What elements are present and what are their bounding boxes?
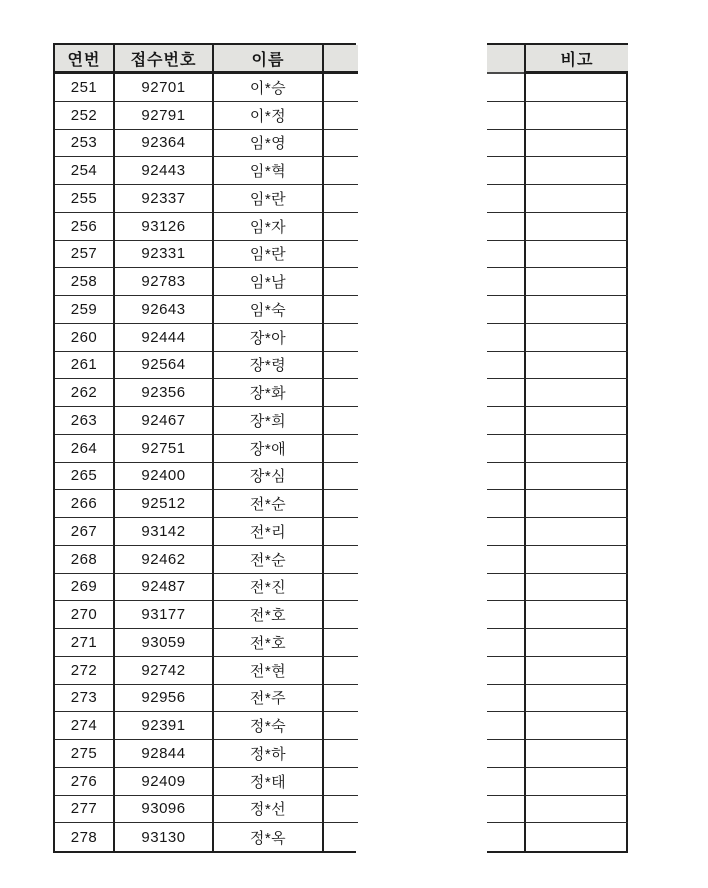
note-cell [524, 601, 628, 629]
hidden-column-cell-right [487, 213, 524, 241]
hidden-column-cell [324, 213, 358, 241]
hidden-column-cell-right [487, 435, 524, 463]
table-row [487, 130, 626, 158]
serial-cell: 256 [55, 213, 115, 241]
table-row [55, 157, 356, 185]
table-row [55, 546, 356, 574]
name-cell: 이*승 [214, 74, 324, 102]
serial-cell: 261 [55, 352, 115, 380]
table-row [55, 740, 356, 768]
name-cell: 전*호 [214, 629, 324, 657]
table-row [55, 130, 356, 158]
hidden-column-cell-right [487, 546, 524, 574]
table-row [55, 712, 356, 740]
note-cell [524, 407, 628, 435]
table-row [487, 74, 626, 102]
name-cell: 정*태 [214, 768, 324, 796]
table-row [487, 463, 626, 491]
roster-table-left [53, 43, 356, 853]
note-cell [524, 657, 628, 685]
table-row [55, 463, 356, 491]
receipt-number-cell: 92462 [115, 546, 214, 574]
hidden-column-cell [324, 407, 358, 435]
note-cell [524, 324, 628, 352]
table-row [487, 185, 626, 213]
hidden-column-cell-right [487, 463, 524, 491]
serial-cell: 253 [55, 130, 115, 158]
hidden-column-cell [324, 379, 358, 407]
hidden-column-cell [324, 601, 358, 629]
serial-cell: 276 [55, 768, 115, 796]
receipt-number-cell: 92443 [115, 157, 214, 185]
table-row [487, 768, 626, 796]
name-cell: 정*숙 [214, 712, 324, 740]
hidden-column-cell-right [487, 407, 524, 435]
receipt-number-cell: 92337 [115, 185, 214, 213]
hidden-column-cell [324, 74, 358, 102]
table-row [487, 213, 626, 241]
hidden-column-cell [324, 130, 358, 158]
hidden-column-cell-right [487, 379, 524, 407]
note-cell [524, 102, 628, 130]
table-row [487, 324, 626, 352]
name-cell: 이*정 [214, 102, 324, 130]
hidden-column-cell-right [487, 823, 524, 851]
table-row [55, 407, 356, 435]
receipt-number-cell: 92391 [115, 712, 214, 740]
table-row [55, 213, 356, 241]
note-cell [524, 185, 628, 213]
hidden-column-cell-right [487, 685, 524, 713]
hidden-column-cell [324, 435, 358, 463]
serial-cell: 278 [55, 823, 115, 851]
header-name: 이름 [214, 45, 324, 74]
note-cell [524, 241, 628, 269]
name-cell: 임*혁 [214, 157, 324, 185]
serial-cell: 270 [55, 601, 115, 629]
hidden-column-cell [324, 157, 358, 185]
hidden-column-cell-right [487, 157, 524, 185]
hidden-column-cell [324, 268, 358, 296]
name-cell: 전*순 [214, 546, 324, 574]
table-row [487, 490, 626, 518]
hidden-column-cell [324, 796, 358, 824]
receipt-number-cell: 93126 [115, 213, 214, 241]
hidden-column-cell [324, 490, 358, 518]
serial-cell: 258 [55, 268, 115, 296]
header-receipt-number: 접수번호 [115, 45, 214, 74]
receipt-number-cell: 92791 [115, 102, 214, 130]
receipt-number-cell: 93142 [115, 518, 214, 546]
table-row [55, 74, 356, 102]
name-cell: 임*란 [214, 185, 324, 213]
note-cell [524, 435, 628, 463]
table-row [487, 157, 626, 185]
table-row [55, 490, 356, 518]
receipt-number-cell: 93130 [115, 823, 214, 851]
hidden-column-cell-right [487, 130, 524, 158]
receipt-number-cell: 92742 [115, 657, 214, 685]
table-row [55, 518, 356, 546]
hidden-column-cell [324, 463, 358, 491]
table-row [55, 241, 356, 269]
table-row [55, 629, 356, 657]
serial-cell: 265 [55, 463, 115, 491]
serial-cell: 275 [55, 740, 115, 768]
hidden-column-cell-right [487, 241, 524, 269]
table-row [487, 712, 626, 740]
table-header-row-right [487, 45, 626, 74]
hidden-column-cell-right [487, 657, 524, 685]
serial-cell: 260 [55, 324, 115, 352]
serial-cell: 277 [55, 796, 115, 824]
header-note: 비고 [524, 45, 628, 74]
hidden-column-cell [324, 241, 358, 269]
receipt-number-cell: 92409 [115, 768, 214, 796]
note-cell [524, 629, 628, 657]
note-cell [524, 352, 628, 380]
receipt-number-cell: 92400 [115, 463, 214, 491]
serial-cell: 252 [55, 102, 115, 130]
hidden-column-cell [324, 712, 358, 740]
hidden-column-cell [324, 296, 358, 324]
name-cell: 정*선 [214, 796, 324, 824]
serial-cell: 262 [55, 379, 115, 407]
table-row [55, 296, 356, 324]
header-hidden-column [324, 45, 358, 74]
name-cell: 정*하 [214, 740, 324, 768]
note-cell [524, 685, 628, 713]
receipt-number-cell: 92331 [115, 241, 214, 269]
note-cell [524, 712, 628, 740]
serial-cell: 274 [55, 712, 115, 740]
name-cell: 임*란 [214, 241, 324, 269]
hidden-column-cell [324, 823, 358, 851]
hidden-column-cell-right [487, 102, 524, 130]
hidden-column-cell [324, 352, 358, 380]
table-row [487, 629, 626, 657]
name-cell: 장*심 [214, 463, 324, 491]
note-cell [524, 296, 628, 324]
note-cell [524, 463, 628, 491]
name-cell: 장*희 [214, 407, 324, 435]
note-cell [524, 768, 628, 796]
table-row [55, 685, 356, 713]
serial-cell: 254 [55, 157, 115, 185]
serial-cell: 271 [55, 629, 115, 657]
table-row [487, 796, 626, 824]
table-row [55, 601, 356, 629]
hidden-column-cell [324, 629, 358, 657]
hidden-column-cell [324, 768, 358, 796]
name-cell: 전*진 [214, 574, 324, 602]
note-cell [524, 796, 628, 824]
note-cell [524, 740, 628, 768]
hidden-column-cell-right [487, 601, 524, 629]
table-row [487, 102, 626, 130]
note-cell [524, 518, 628, 546]
table-row [55, 657, 356, 685]
receipt-number-cell: 92783 [115, 268, 214, 296]
serial-cell: 251 [55, 74, 115, 102]
hidden-column-cell-right [487, 712, 524, 740]
serial-cell: 263 [55, 407, 115, 435]
table-row [487, 379, 626, 407]
hidden-column-cell-right [487, 74, 524, 102]
table-row [487, 823, 626, 851]
receipt-number-cell: 92364 [115, 130, 214, 158]
table-row [487, 435, 626, 463]
name-cell: 임*자 [214, 213, 324, 241]
right-table-body [487, 74, 626, 851]
hidden-column-cell [324, 574, 358, 602]
hidden-column-cell-right [487, 629, 524, 657]
serial-cell: 255 [55, 185, 115, 213]
table-row [55, 185, 356, 213]
hidden-column-cell [324, 740, 358, 768]
receipt-number-cell: 92564 [115, 352, 214, 380]
receipt-number-cell: 93059 [115, 629, 214, 657]
serial-cell: 269 [55, 574, 115, 602]
table-row [487, 740, 626, 768]
name-cell: 전*호 [214, 601, 324, 629]
note-cell [524, 268, 628, 296]
hidden-column-cell [324, 657, 358, 685]
table-row [55, 768, 356, 796]
name-cell: 전*순 [214, 490, 324, 518]
hidden-column-cell-right [487, 518, 524, 546]
hidden-column-cell-right [487, 185, 524, 213]
note-cell [524, 823, 628, 851]
table-row [55, 102, 356, 130]
header-serial: 연번 [55, 45, 115, 74]
hidden-column-cell-right [487, 768, 524, 796]
note-cell [524, 74, 628, 102]
hidden-column-cell-right [487, 352, 524, 380]
table-row [55, 823, 356, 851]
receipt-number-cell: 92844 [115, 740, 214, 768]
receipt-number-cell: 92356 [115, 379, 214, 407]
receipt-number-cell: 92487 [115, 574, 214, 602]
note-cell [524, 490, 628, 518]
table-header-row [55, 45, 356, 74]
hidden-column-cell [324, 324, 358, 352]
roster-table-right [487, 43, 628, 853]
note-cell [524, 574, 628, 602]
table-row [487, 241, 626, 269]
name-cell: 전*주 [214, 685, 324, 713]
hidden-column-cell [324, 546, 358, 574]
table-row [487, 546, 626, 574]
hidden-column-cell-right [487, 740, 524, 768]
receipt-number-cell: 92701 [115, 74, 214, 102]
hidden-column-cell-right [487, 324, 524, 352]
name-cell: 장*아 [214, 324, 324, 352]
name-cell: 장*령 [214, 352, 324, 380]
table-row [487, 352, 626, 380]
hidden-column-cell-right [487, 796, 524, 824]
name-cell: 전*리 [214, 518, 324, 546]
receipt-number-cell: 92643 [115, 296, 214, 324]
serial-cell: 268 [55, 546, 115, 574]
name-cell: 장*애 [214, 435, 324, 463]
note-cell [524, 157, 628, 185]
note-cell [524, 379, 628, 407]
receipt-number-cell: 92467 [115, 407, 214, 435]
table-row [487, 268, 626, 296]
table-row [55, 352, 356, 380]
table-row [487, 407, 626, 435]
table-row [55, 435, 356, 463]
receipt-number-cell: 92751 [115, 435, 214, 463]
table-row [55, 574, 356, 602]
table-row [487, 657, 626, 685]
receipt-number-cell: 92956 [115, 685, 214, 713]
hidden-column-cell [324, 102, 358, 130]
hidden-column-cell [324, 185, 358, 213]
name-cell: 전*현 [214, 657, 324, 685]
table-row [55, 379, 356, 407]
serial-cell: 259 [55, 296, 115, 324]
serial-cell: 267 [55, 518, 115, 546]
note-cell [524, 130, 628, 158]
hidden-column-cell-right [487, 574, 524, 602]
serial-cell: 257 [55, 241, 115, 269]
name-cell: 정*옥 [214, 823, 324, 851]
name-cell: 임*영 [214, 130, 324, 158]
table-row [487, 685, 626, 713]
serial-cell: 272 [55, 657, 115, 685]
table-row [55, 796, 356, 824]
table-row [487, 296, 626, 324]
table-row [55, 268, 356, 296]
hidden-column-cell [324, 518, 358, 546]
header-hidden-column-right [487, 45, 524, 74]
name-cell: 임*남 [214, 268, 324, 296]
receipt-number-cell: 93177 [115, 601, 214, 629]
table-row [487, 601, 626, 629]
receipt-number-cell: 93096 [115, 796, 214, 824]
receipt-number-cell: 92512 [115, 490, 214, 518]
left-table-body [55, 74, 356, 851]
table-row [487, 518, 626, 546]
serial-cell: 264 [55, 435, 115, 463]
hidden-column-cell [324, 685, 358, 713]
serial-cell: 266 [55, 490, 115, 518]
table-row [487, 574, 626, 602]
receipt-number-cell: 92444 [115, 324, 214, 352]
name-cell: 임*숙 [214, 296, 324, 324]
name-cell: 장*화 [214, 379, 324, 407]
hidden-column-cell-right [487, 490, 524, 518]
table-row [55, 324, 356, 352]
note-cell [524, 546, 628, 574]
note-cell [524, 213, 628, 241]
hidden-column-cell-right [487, 296, 524, 324]
hidden-column-cell-right [487, 268, 524, 296]
serial-cell: 273 [55, 685, 115, 713]
